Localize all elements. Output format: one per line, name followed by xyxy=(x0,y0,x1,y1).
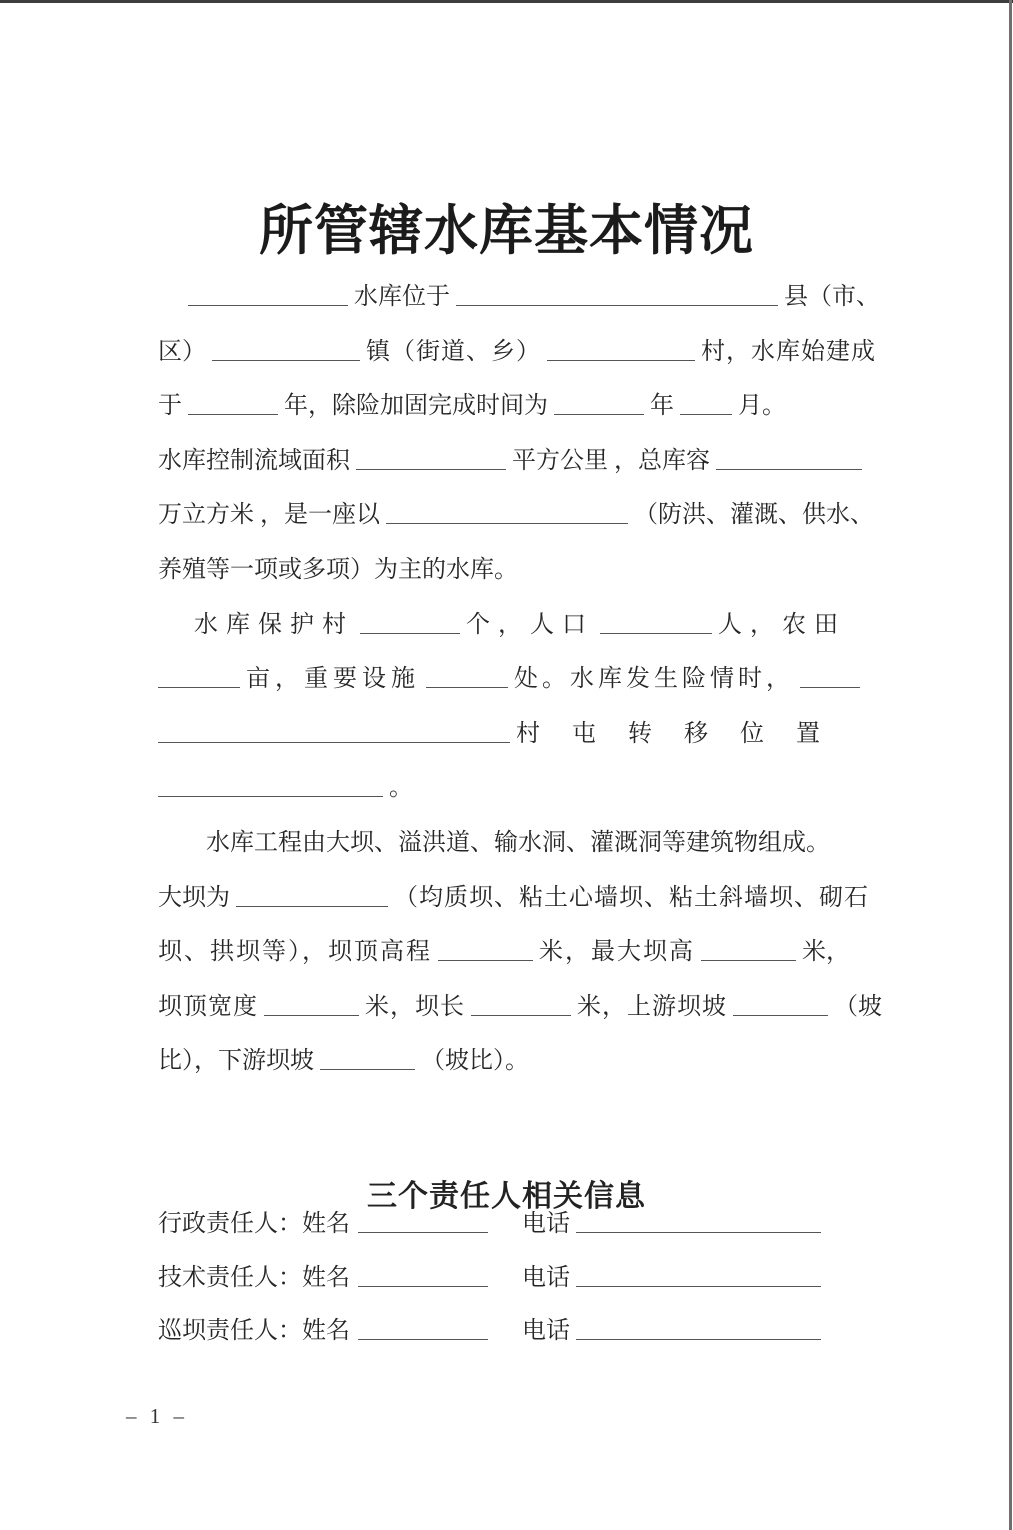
line-text: 米，上游坝坡 xyxy=(577,993,727,1020)
blank-field-total-capacity xyxy=(716,467,862,470)
blank-field-technical-phone xyxy=(576,1284,821,1287)
line-text: 比），下游坝坡 xyxy=(158,1048,314,1075)
form-line-14 xyxy=(158,980,882,1035)
form-line-3 xyxy=(158,379,874,434)
line-text: （坡比）。 xyxy=(421,1048,529,1075)
blank-field-transfer-location xyxy=(158,794,383,797)
form-line-8 xyxy=(158,652,874,707)
blank-field-transfer-village xyxy=(158,740,510,743)
form-line-1 xyxy=(158,270,880,325)
blank-field-patrol-phone xyxy=(576,1337,821,1340)
form-line-13 xyxy=(158,925,874,980)
line-text: 养殖等一项或多项）为主的水库。 xyxy=(158,556,518,583)
line-text: 。 xyxy=(389,775,413,802)
blank-field-reinforce-month xyxy=(680,412,732,415)
form-line-2 xyxy=(158,325,874,380)
blank-field-village xyxy=(547,358,695,361)
blank-field-admin-name xyxy=(358,1230,488,1233)
line-text: 村屯转移位置 xyxy=(516,720,852,747)
responsible-row-technical xyxy=(158,1252,874,1306)
line-text: 水库保护村 xyxy=(194,611,354,638)
form-line-4 xyxy=(158,434,874,489)
blank-field-patrol-name xyxy=(358,1337,488,1340)
form-line-9 xyxy=(158,707,874,762)
section-heading: 三个责任人相关信息 xyxy=(367,1179,646,1213)
line-text: 平方公里 ，总库容 xyxy=(512,447,710,474)
role-label: 行政责任人：姓名 xyxy=(158,1211,350,1237)
line-text: 水库控制流域面积 xyxy=(158,447,350,474)
blank-field-built-year xyxy=(188,412,278,415)
line-text: 县（市、 xyxy=(784,284,880,310)
page-number: – 1 – xyxy=(126,1404,188,1428)
blank-field-reinforce-year xyxy=(554,412,644,415)
form-line-10 xyxy=(158,761,874,816)
line-text: 米，最大坝高 xyxy=(539,939,695,966)
line-text: 水库工程由大坝、溢洪道、输水洞、灌溉洞等建筑物组成。 xyxy=(206,829,830,856)
blank-field-dam-length xyxy=(471,1013,571,1016)
form-line-7 xyxy=(158,598,874,653)
blank-field-county xyxy=(456,303,778,306)
line-text: 万立方米 ，是一座以 xyxy=(158,502,380,529)
role-label: 巡坝责任人：姓名 xyxy=(158,1318,350,1344)
blank-field-admin-phone xyxy=(576,1230,821,1233)
form-line-5 xyxy=(158,488,874,543)
line-text: 处。水库发生险情时， xyxy=(514,666,794,693)
line-text: 人，农田 xyxy=(718,611,846,638)
blank-field-crest-elevation xyxy=(438,958,533,961)
document-title: 所管辖水库基本情况 xyxy=(259,201,754,262)
role-label: 技术责任人：姓名 xyxy=(158,1264,350,1291)
scan-edge-top xyxy=(0,0,1013,3)
line-text: 个，人口 xyxy=(466,611,594,638)
line-text: （坡 xyxy=(834,993,882,1020)
form-body xyxy=(158,270,882,1089)
phone-label: 电话 xyxy=(522,1318,570,1344)
blank-field-farmland xyxy=(158,685,240,688)
line-text: 月。 xyxy=(738,393,786,420)
line-text: （防洪、灌溉、供水、 xyxy=(634,502,874,529)
line-text: 镇（街道、乡） xyxy=(366,338,541,365)
line-text: 坝顶宽度 xyxy=(158,993,258,1020)
form-line-15 xyxy=(158,1034,874,1089)
line-text: 坝、拱坝等），坝顶高程 xyxy=(158,939,432,966)
line-text: 米， xyxy=(802,939,850,966)
line-text: 亩，重要设施 xyxy=(246,666,420,693)
blank-field-upstream-slope xyxy=(733,1013,828,1016)
form-line-6 xyxy=(158,543,874,598)
line-text: 年 xyxy=(650,393,674,420)
blank-field-basin-area xyxy=(356,467,506,470)
blank-field-transfer-start xyxy=(800,685,860,688)
blank-field-dam-type xyxy=(236,904,388,907)
line-text: 年，除险加固完成时间为 xyxy=(284,393,548,420)
responsible-row-patrol xyxy=(158,1305,874,1359)
line-text: 大坝为 xyxy=(158,884,230,911)
blank-field-main-purpose xyxy=(386,521,628,524)
form-line-12 xyxy=(158,871,874,926)
line-text: 米，坝长 xyxy=(365,993,465,1020)
line-text: （均质坝、粘土心墙坝、粘土斜墙坝、砌石 xyxy=(394,884,869,911)
blank-field-max-dam-height xyxy=(701,958,796,961)
form-line-11 xyxy=(158,816,874,871)
line-text: 于 xyxy=(158,393,182,420)
line-text: 村，水库始建成 xyxy=(701,338,876,365)
blank-field-reservoir-name xyxy=(188,303,348,306)
line-text: 水库位于 xyxy=(354,284,450,310)
blank-field-population xyxy=(600,631,712,634)
blank-field-town xyxy=(212,358,360,361)
responsible-row-admin xyxy=(158,1198,874,1252)
phone-label: 电话 xyxy=(522,1264,570,1291)
responsibles-block xyxy=(158,1198,874,1359)
blank-field-facilities xyxy=(426,685,508,688)
blank-field-technical-name xyxy=(358,1284,488,1287)
blank-field-villages-count xyxy=(360,631,460,634)
phone-label: 电话 xyxy=(522,1211,570,1237)
line-text: 区） xyxy=(158,338,206,365)
blank-field-downstream-slope xyxy=(320,1067,415,1070)
blank-field-crest-width xyxy=(264,1013,359,1016)
